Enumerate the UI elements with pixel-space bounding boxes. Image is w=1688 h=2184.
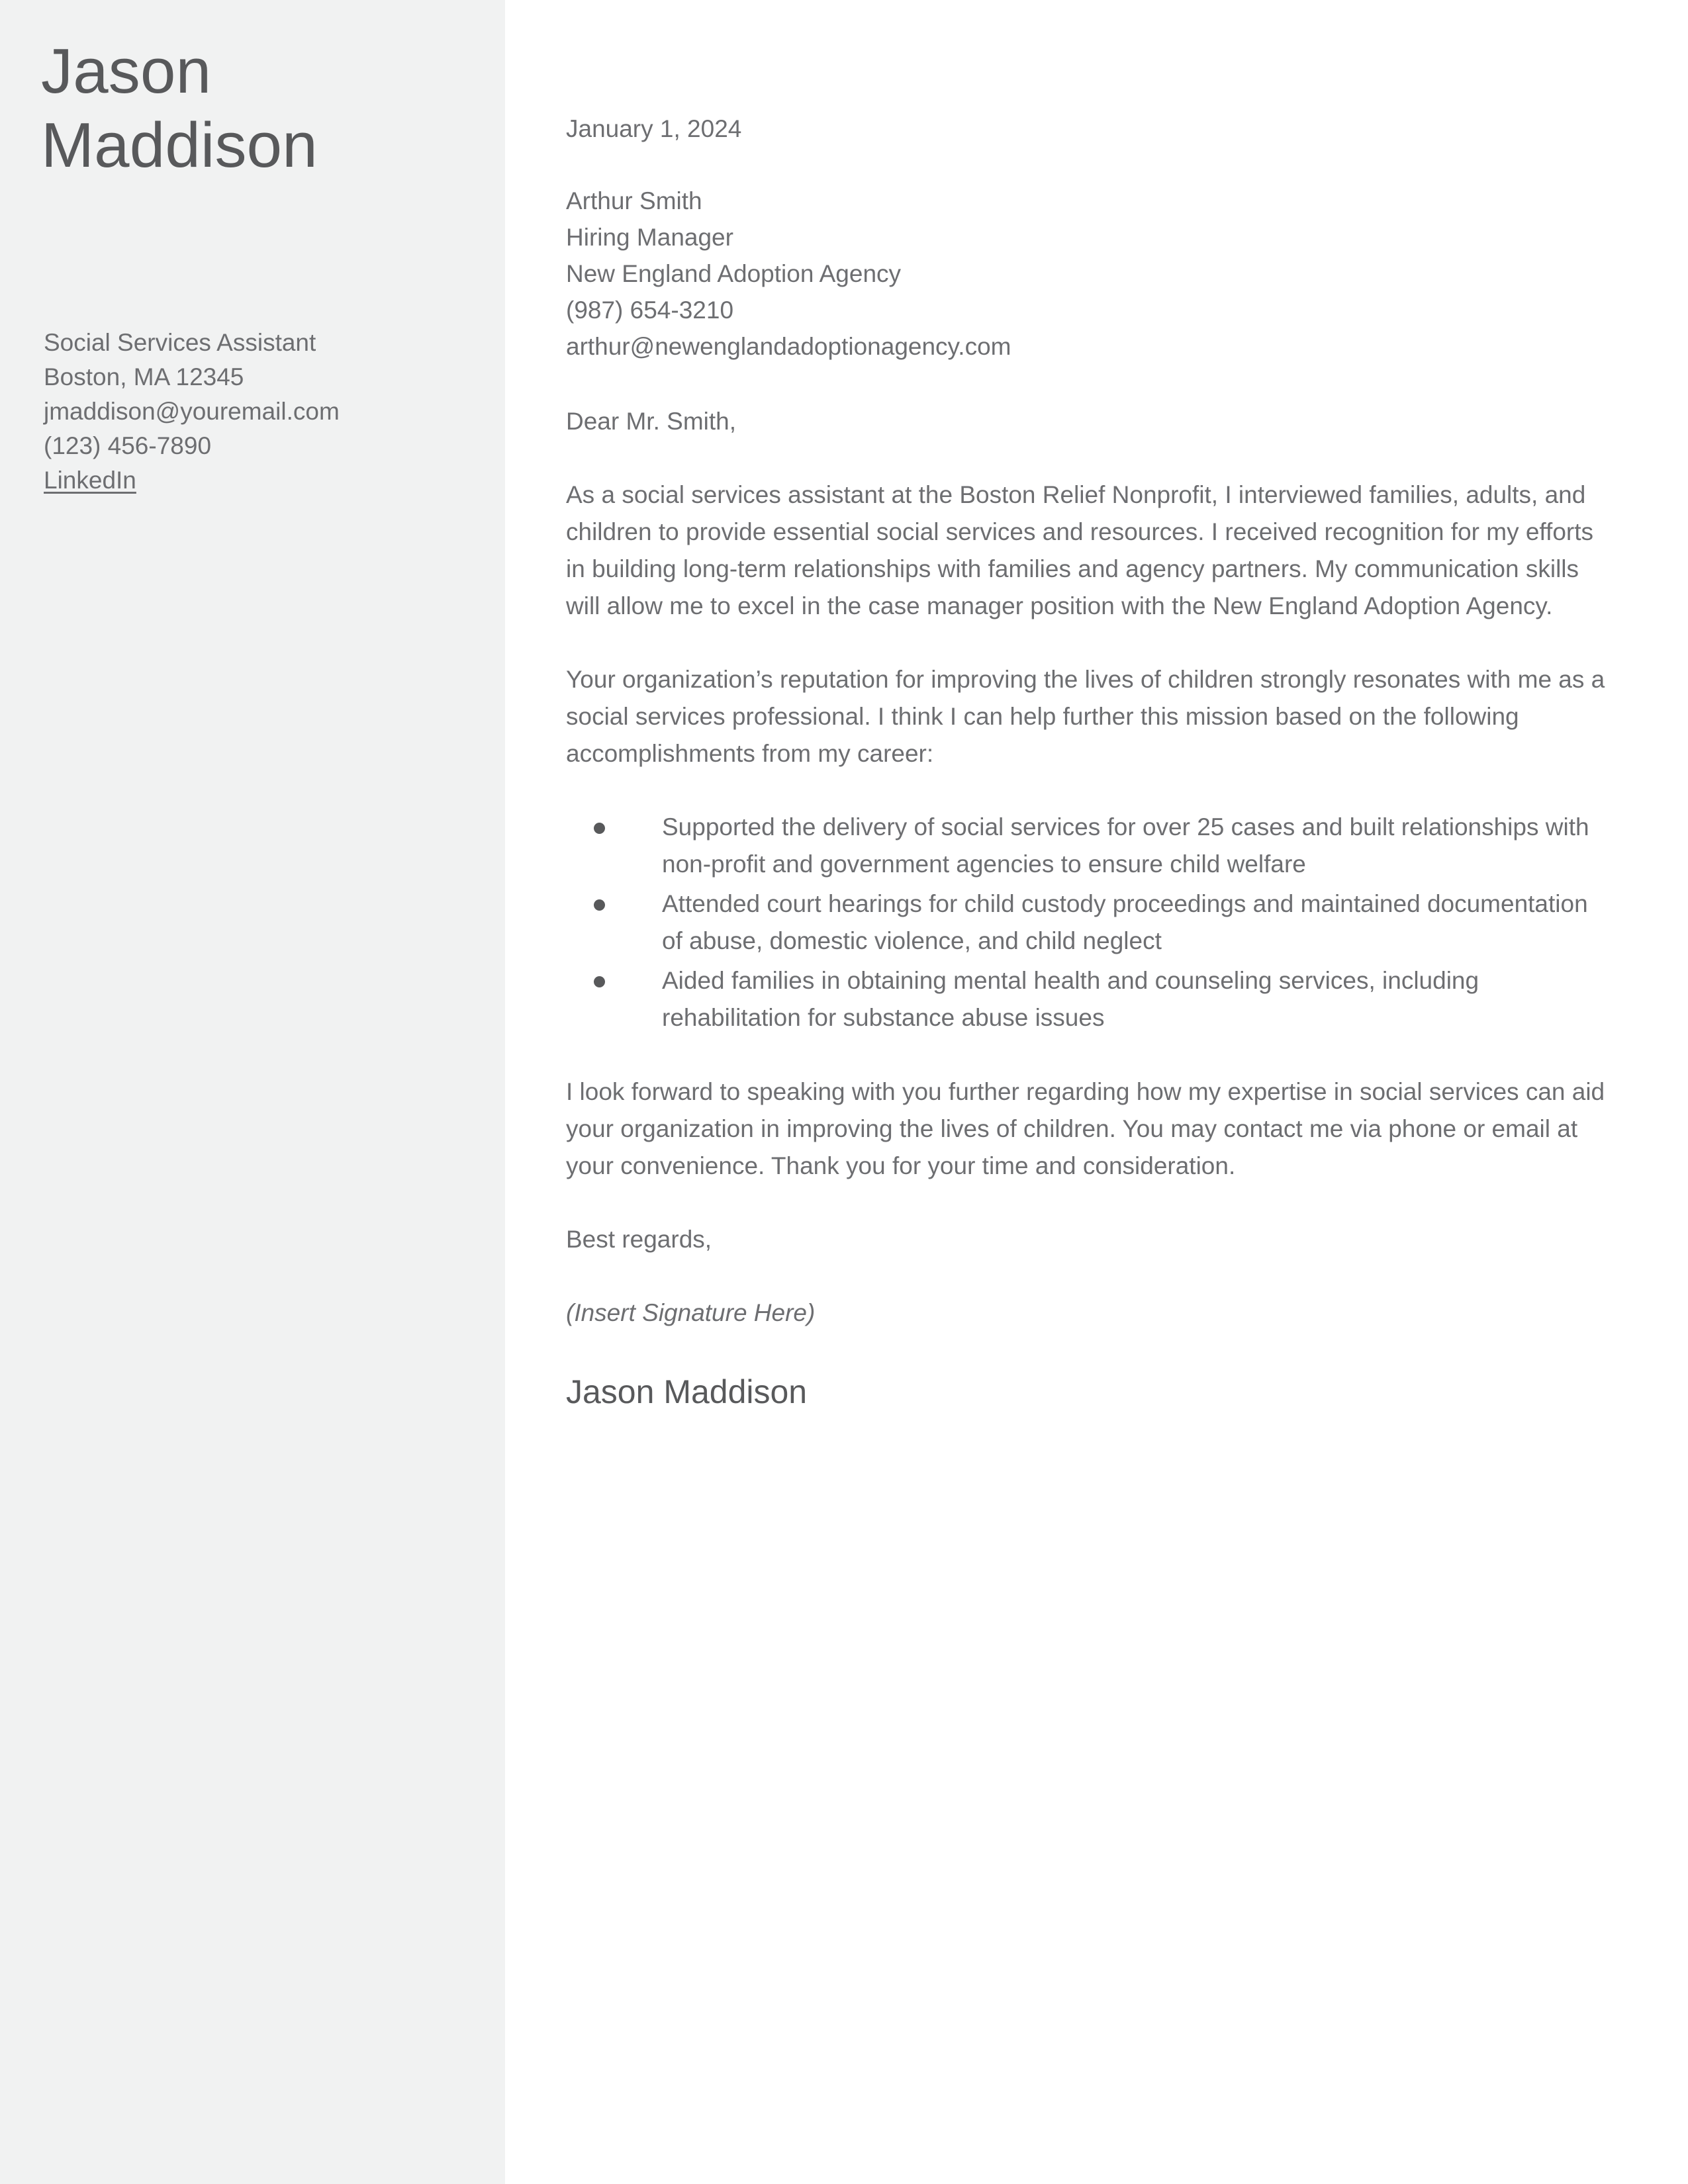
list-item: [566, 962, 1612, 1036]
list-item-text: Supported the delivery of social services for over 25 cases and built relationships with non-profit and government agencies to ensure child welfare: [662, 813, 1589, 878]
recipient-company: New England Adoption Agency: [566, 260, 902, 287]
list-item: [566, 809, 1612, 883]
letter-paragraph-2: Your organization’s reputation for improving the lives of children strongly resonates with me as a social services professional. I think I can help further this mission based on the following accomplishments from my career:: [566, 666, 1605, 767]
applicant-first-name: Jason: [41, 36, 212, 107]
applicant-name-block: [41, 34, 491, 183]
sidebar: [0, 0, 505, 2184]
letter-closing-paragraph: I look forward to speaking with you further regarding how my expertise in social services can aid your organization in improving the lives of children. You may contact me via phone or email at your convenience. Thank you for your time and consideration.: [566, 1078, 1605, 1179]
letter-salutation: Dear Mr. Smith,: [566, 408, 736, 435]
list-item: [566, 886, 1612, 960]
letter-panel: [505, 0, 1688, 2184]
letter-date: January 1, 2024: [566, 115, 742, 142]
contact-location: Boston, MA 12345: [44, 363, 244, 390]
list-item-text: Attended court hearings for child custody proceedings and maintained documentation of abuse, domestic violence, and child neglect: [662, 890, 1588, 954]
signature-placeholder: (Insert Signature Here): [566, 1299, 816, 1326]
contact-details: [44, 326, 481, 498]
contact-email[interactable]: jmaddison@youremail.com: [44, 398, 340, 425]
bullet-dot-icon: [594, 899, 605, 911]
contact-phone: (123) 456-7890: [44, 432, 212, 459]
recipient-block: [566, 183, 1618, 365]
applicant-last-name: Maddison: [41, 110, 318, 181]
letter-paragraph-1: As a social services assistant at the Boston Relief Nonprofit, I interviewed families, adults, and children to provide essential social services and resources. I received recognition for my efforts in building long-term relationships with families and agency partners. My communication skills will allow me to excel in the case manager position with the New England Adoption Agency.: [566, 481, 1593, 619]
recipient-name: Arthur Smith: [566, 187, 702, 214]
contact-job-title: Social Services Assistant: [44, 329, 316, 356]
letter-sign-off: Best regards,: [566, 1226, 712, 1253]
signature-name: Jason Maddison: [566, 1373, 808, 1410]
recipient-title: Hiring Manager: [566, 224, 733, 251]
accomplishments-list: [566, 809, 1618, 1036]
letter-body: [566, 113, 1618, 1412]
recipient-email: arthur@newenglandadoptionagency.com: [566, 333, 1011, 360]
contact-linkedin-link[interactable]: LinkedIn: [44, 467, 136, 494]
recipient-phone: (987) 654-3210: [566, 296, 734, 324]
bullet-dot-icon: [594, 823, 605, 834]
list-item-text: Aided families in obtaining mental health and counseling services, including rehabilitation for substance abuse issues: [662, 967, 1479, 1031]
bullet-dot-icon: [594, 976, 605, 987]
